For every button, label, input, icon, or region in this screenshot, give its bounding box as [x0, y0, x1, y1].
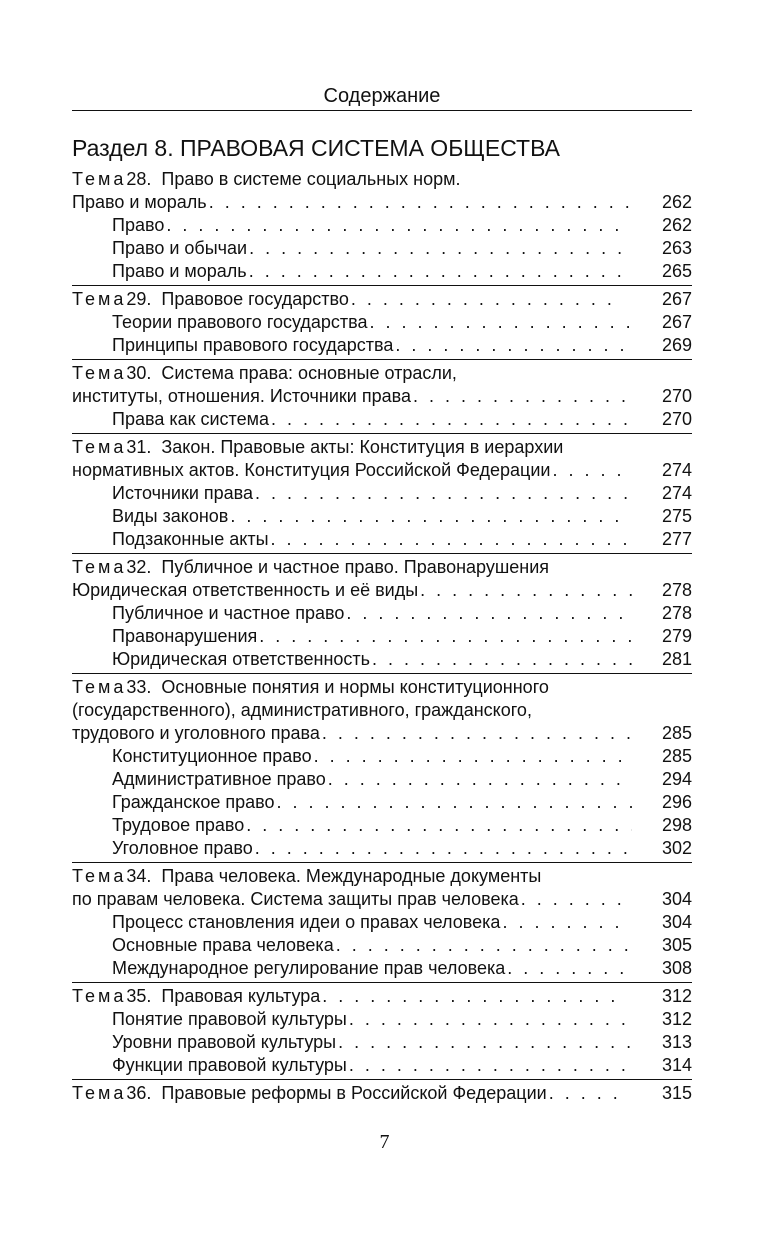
- dot-leader: [320, 722, 632, 745]
- subentry-title: Источники права: [112, 483, 254, 503]
- topic-title-line[interactable]: [72, 985, 692, 1008]
- subentry-page-number: 298: [661, 815, 692, 835]
- dot-leader: [547, 1082, 622, 1105]
- topic-title: Публичное и частное право. Правонарушения: [161, 557, 550, 577]
- topic-title: Правовые реформы в Российской Федерации: [161, 1083, 547, 1103]
- subentry-title: Трудовое право: [112, 815, 245, 835]
- subentry-title: Теории правового государства: [112, 312, 368, 332]
- topic-title-line[interactable]: [72, 168, 692, 191]
- topic-number: 29.: [126, 289, 152, 309]
- topic-title-line[interactable]: [72, 579, 692, 602]
- subentry-page-number: 285: [661, 746, 692, 766]
- subentry-page-number: 265: [661, 261, 692, 281]
- topic-label: Тема: [72, 866, 127, 886]
- topic-number: 34.: [126, 866, 152, 886]
- dot-leader: [247, 237, 632, 260]
- topic-title: Правовая культура: [161, 986, 321, 1006]
- subentry-page-number: 304: [661, 912, 692, 932]
- dot-leader: [253, 482, 632, 505]
- dot-leader: [411, 385, 632, 408]
- dot-leader: [393, 334, 632, 357]
- dot-leader: [336, 1031, 632, 1054]
- header-rule: [72, 110, 692, 111]
- subentry-page-number: 263: [661, 238, 692, 258]
- toc-subentry[interactable]: [72, 334, 692, 357]
- subentry-page-number: 269: [661, 335, 692, 355]
- subentry-title: Право и мораль: [112, 261, 247, 281]
- topic-title: Основные понятия и нормы конституционного: [161, 677, 549, 697]
- topic-title: Право и мораль: [72, 192, 207, 212]
- subentry-page-number: 281: [661, 649, 692, 669]
- subentry-page-number: 313: [661, 1032, 692, 1052]
- subentry-page-number: 275: [661, 506, 692, 526]
- toc-subentry[interactable]: [72, 528, 692, 551]
- dot-leader: [349, 288, 622, 311]
- topic-title: Правовое государство: [161, 289, 349, 309]
- topic-page-number: 285: [661, 723, 692, 743]
- toc-subentry[interactable]: [72, 934, 692, 957]
- topic-title-line[interactable]: [72, 888, 692, 911]
- toc-subentry[interactable]: [72, 768, 692, 791]
- dot-leader: [347, 1008, 632, 1031]
- subentry-title: Международное регулирование прав человека: [112, 958, 506, 978]
- dot-leader: [505, 957, 632, 980]
- toc-subentry[interactable]: [72, 482, 692, 505]
- subentry-title: Виды законов: [112, 506, 229, 526]
- subentry-page-number: 296: [661, 792, 692, 812]
- topic-number: 36.: [126, 1083, 152, 1103]
- toc-topic: [72, 982, 692, 1079]
- dot-leader: [550, 459, 632, 482]
- toc-subentry[interactable]: [72, 408, 692, 431]
- toc-subentry[interactable]: [72, 1054, 692, 1077]
- topic-title-line[interactable]: [72, 362, 692, 385]
- topic-title: институты, отношения. Источники права: [72, 386, 411, 406]
- topic-title: Право в системе социальных норм.: [161, 169, 461, 189]
- subentry-page-number: 302: [661, 838, 692, 858]
- subentry-page-number: 305: [661, 935, 692, 955]
- toc-subentry[interactable]: [72, 214, 692, 237]
- subentry-title: Правонарушения: [112, 626, 258, 646]
- topic-title: Система права: основные отрасли,: [161, 363, 457, 383]
- topic-title-line[interactable]: [72, 556, 692, 579]
- dot-leader: [257, 625, 632, 648]
- dot-leader: [207, 191, 632, 214]
- topic-title-line[interactable]: [72, 436, 692, 459]
- dot-leader: [334, 934, 632, 957]
- toc-topic: [72, 553, 692, 673]
- topic-page-number: 278: [661, 580, 692, 600]
- topic-title: трудового и уголовного права: [72, 723, 320, 743]
- topic-number: 32.: [126, 557, 152, 577]
- topic-title: по правам человека. Система защиты прав человека: [72, 889, 519, 909]
- subentry-page-number: 279: [661, 626, 692, 646]
- topic-page-number: 312: [661, 986, 692, 1006]
- subentry-title: Подзаконные акты: [112, 529, 269, 549]
- toc-topic: [72, 359, 692, 433]
- subentry-title: Публичное и частное право: [112, 603, 345, 623]
- topic-title-line[interactable]: [72, 1082, 692, 1105]
- toc-subentry[interactable]: [72, 957, 692, 980]
- topic-number: 31.: [126, 437, 152, 457]
- topic-number: 35.: [126, 986, 152, 1006]
- topic-label: Тема: [72, 437, 127, 457]
- dot-leader: [519, 888, 632, 911]
- subentry-page-number: 262: [661, 215, 692, 235]
- topic-title-line[interactable]: [72, 699, 692, 722]
- dot-leader: [269, 408, 632, 431]
- toc-topic: [72, 1079, 692, 1107]
- subentry-title: Уровни правовой культуры: [112, 1032, 337, 1052]
- topic-label: Тема: [72, 986, 127, 1006]
- subentry-title: Гражданское право: [112, 792, 275, 812]
- topic-number: 28.: [126, 169, 152, 189]
- toc-subentry[interactable]: [72, 1008, 692, 1031]
- subentry-page-number: 294: [661, 769, 692, 789]
- dot-leader: [244, 814, 632, 837]
- topic-page-number: 274: [661, 460, 692, 480]
- toc-subentry[interactable]: [72, 911, 692, 934]
- dot-leader: [275, 791, 633, 814]
- toc-subentry[interactable]: [72, 505, 692, 528]
- subentry-page-number: 277: [661, 529, 692, 549]
- topic-label: Тема: [72, 169, 127, 189]
- dot-leader: [326, 768, 632, 791]
- topic-title-line[interactable]: [72, 676, 692, 699]
- topic-page-number: 304: [661, 889, 692, 909]
- dot-leader: [344, 602, 632, 625]
- toc-subentry[interactable]: [72, 260, 692, 283]
- dot-leader: [418, 579, 632, 602]
- subentry-page-number: 267: [661, 312, 692, 332]
- subentry-page-number: 274: [661, 483, 692, 503]
- toc-subentry[interactable]: [72, 814, 692, 837]
- dot-leader: [347, 1054, 632, 1077]
- dot-leader: [368, 311, 632, 334]
- subentry-title: Функции правовой культуры: [112, 1055, 347, 1075]
- dot-leader: [269, 528, 632, 551]
- toc-topic: [72, 433, 692, 553]
- dot-leader: [500, 911, 632, 934]
- subentry-page-number: 278: [661, 603, 692, 623]
- topic-title: (государственного), административного, гражданского,: [72, 700, 532, 720]
- toc-subentry[interactable]: [72, 237, 692, 260]
- page-number: 7: [379, 1131, 390, 1153]
- dot-leader: [320, 985, 621, 1008]
- toc-subentry[interactable]: [72, 625, 692, 648]
- toc-topic: [72, 285, 692, 359]
- topic-title: нормативных актов. Конституция Российской Федерации: [72, 460, 551, 480]
- topic-page-number: 270: [661, 386, 692, 406]
- section-title: Раздел 8. ПРАВОВАЯ СИСТЕМА ОБЩЕСТВА: [72, 135, 561, 161]
- toc-subentry[interactable]: [72, 837, 692, 860]
- subentry-title: Основные права человека: [112, 935, 334, 955]
- toc-subentry[interactable]: [72, 1031, 692, 1054]
- subentry-title: Юридическая ответственность: [112, 649, 371, 669]
- topic-page-number: 267: [661, 289, 692, 309]
- dot-leader: [228, 505, 632, 528]
- toc-topic: [72, 862, 692, 982]
- dot-leader: [370, 648, 632, 671]
- subentry-title: Понятие правовой культуры: [112, 1009, 347, 1029]
- toc-subentry[interactable]: [72, 311, 692, 334]
- running-head: Содержание: [323, 85, 441, 107]
- subentry-title: Право: [112, 215, 165, 235]
- subentry-title: Конституционное право: [112, 746, 312, 766]
- topic-label: Тема: [72, 557, 127, 577]
- topic-label: Тема: [72, 363, 127, 383]
- table-of-contents: [72, 166, 692, 1107]
- topic-label: Тема: [72, 677, 127, 697]
- topic-label: Тема: [72, 1083, 127, 1103]
- subentry-title: Административное право: [112, 769, 326, 789]
- subentry-title: Права как система: [112, 409, 269, 429]
- topic-title: Юридическая ответственность и её виды: [72, 580, 419, 600]
- toc-topic: [72, 673, 692, 862]
- dot-leader: [247, 260, 632, 283]
- subentry-page-number: 308: [661, 958, 692, 978]
- dot-leader: [253, 837, 632, 860]
- dot-leader: [164, 214, 632, 237]
- toc-subentry[interactable]: [72, 745, 692, 768]
- topic-title-line[interactable]: [72, 288, 692, 311]
- dot-leader: [312, 745, 632, 768]
- topic-title-line[interactable]: [72, 865, 692, 888]
- subentry-title: Принципы правового государства: [112, 335, 394, 355]
- subentry-page-number: 314: [661, 1055, 692, 1075]
- topic-title: Закон. Правовые акты: Конституция в иерархии: [161, 437, 564, 457]
- topic-number: 33.: [126, 677, 152, 697]
- topic-title-line[interactable]: [72, 459, 692, 482]
- toc-subentry[interactable]: [72, 791, 692, 814]
- subentry-title: Уголовное право: [112, 838, 253, 858]
- toc-topic: [72, 166, 692, 285]
- topic-page-number: 315: [661, 1083, 692, 1103]
- topic-title-line[interactable]: [72, 722, 692, 745]
- subentry-title: Процесс становления идеи о правах человека: [112, 912, 501, 932]
- topic-title-line[interactable]: [72, 385, 692, 408]
- toc-subentry[interactable]: [72, 602, 692, 625]
- topic-page-number: 262: [661, 192, 692, 212]
- subentry-page-number: 270: [661, 409, 692, 429]
- topic-title: Права человека. Международные документы: [161, 866, 542, 886]
- subentry-page-number: 312: [661, 1009, 692, 1029]
- topic-title-line[interactable]: [72, 191, 692, 214]
- toc-subentry[interactable]: [72, 648, 692, 671]
- subentry-title: Право и обычаи: [112, 238, 248, 258]
- topic-number: 30.: [126, 363, 152, 383]
- topic-label: Тема: [72, 289, 127, 309]
